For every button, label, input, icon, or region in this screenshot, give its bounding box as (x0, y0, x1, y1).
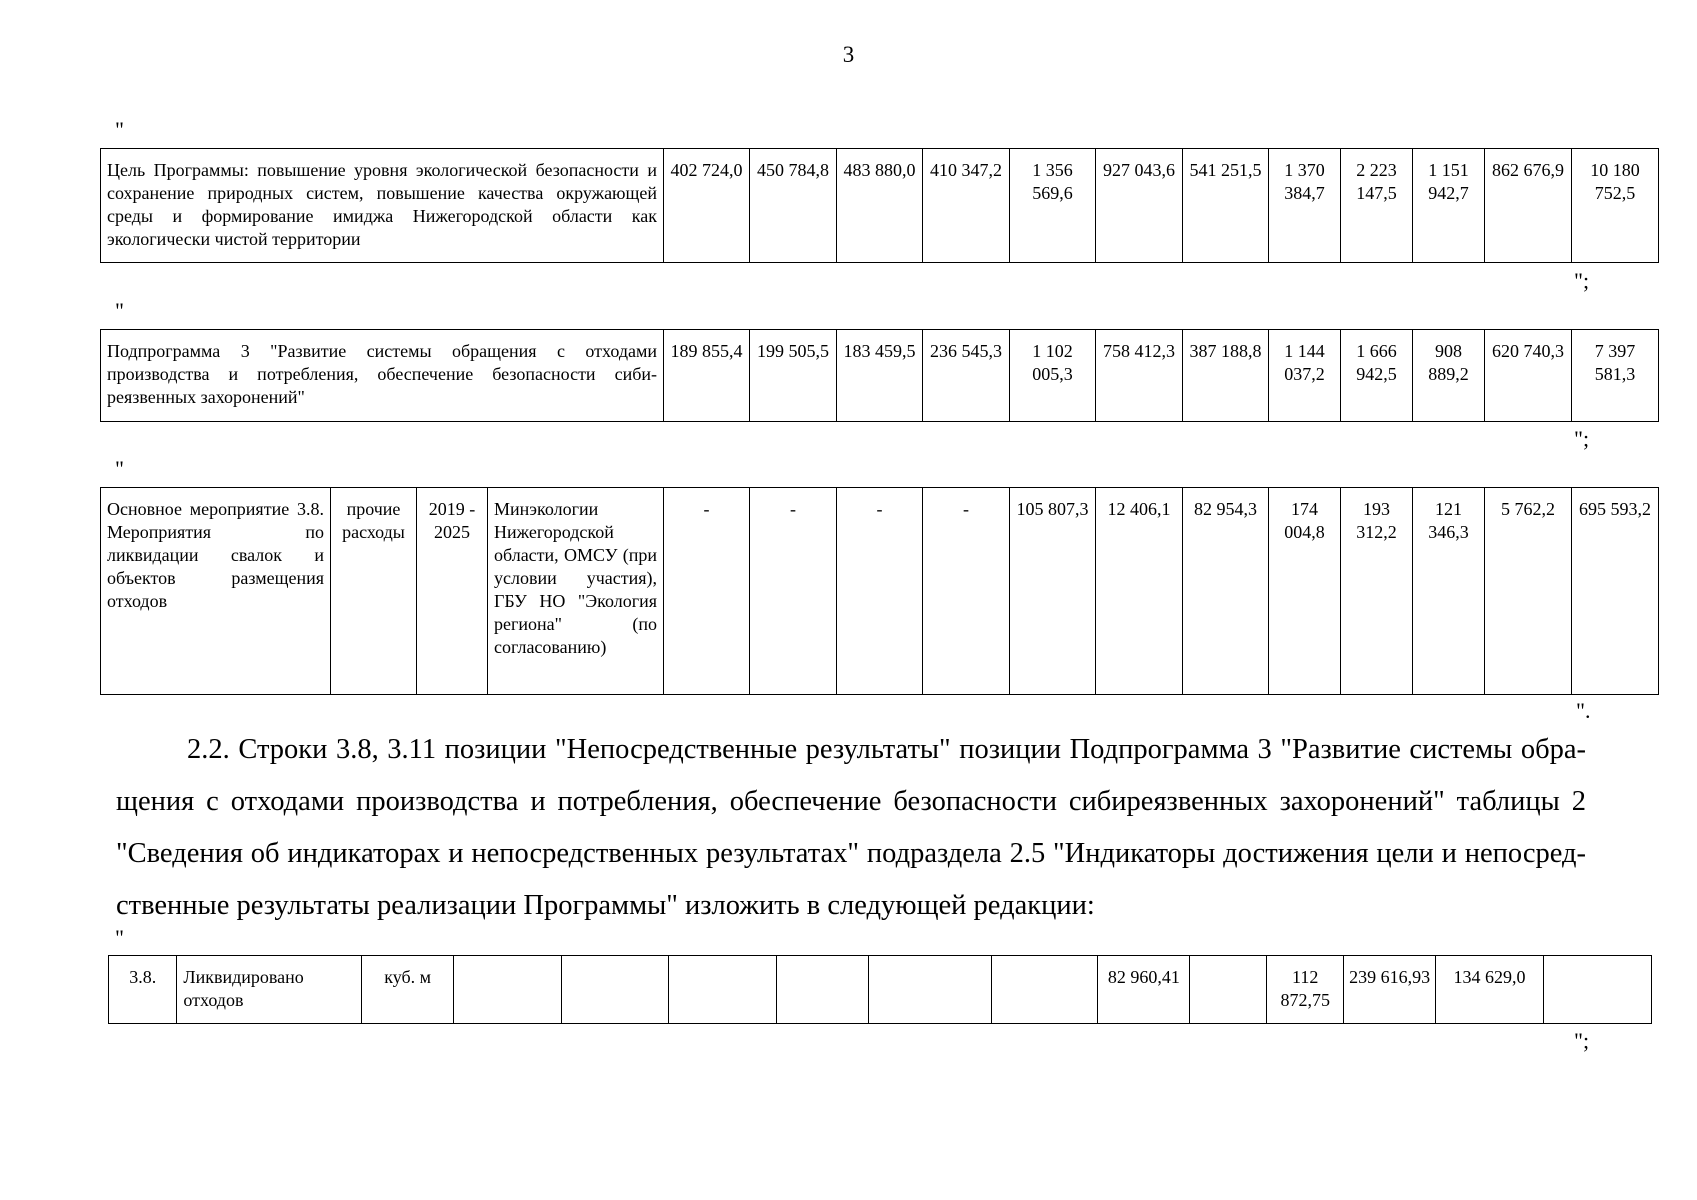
closing-quote: "; (1574, 1028, 1590, 1053)
result-value-11: 134 629,0 (1436, 956, 1544, 1024)
subprogram-value-4: 236 545,3 (923, 330, 1010, 422)
goal-value-12: 10 180 752,5 (1572, 149, 1659, 263)
subprogram-value-10: 908 889,2 (1413, 330, 1485, 422)
goal-value-7: 541 251,5 (1183, 149, 1269, 263)
subprogram-value-2: 199 505,5 (750, 330, 837, 422)
result-unit: куб. м (362, 956, 454, 1024)
measure-value-10: 121 346,3 (1413, 488, 1485, 695)
opening-quote: " (115, 925, 124, 950)
goal-table (100, 148, 1659, 263)
result-value-9: 112 872,75 (1267, 956, 1344, 1024)
measure-value-4: - (923, 488, 1010, 695)
measure-value-8: 174 004,8 (1269, 488, 1341, 695)
page-number: 3 (842, 42, 855, 67)
measure-expense-type: прочие расходы (331, 488, 417, 695)
goal-value-9: 2 223 147,5 (1341, 149, 1413, 263)
subprogram-value-5: 1 102 005,3 (1010, 330, 1096, 422)
measure-value-9: 193 312,2 (1341, 488, 1413, 695)
measure-value-1: - (664, 488, 750, 695)
subprogram-value-3: 183 459,5 (837, 330, 923, 422)
opening-quote: " (115, 456, 124, 481)
measure-table (100, 487, 1659, 695)
goal-value-2: 450 784,8 (750, 149, 837, 263)
result-value-5 (868, 956, 991, 1024)
subprogram-value-9: 1 666 942,5 (1341, 330, 1413, 422)
table-row (101, 149, 1659, 263)
measure-value-2: - (750, 488, 837, 695)
result-value-1 (454, 956, 562, 1024)
measure-value-5: 105 807,3 (1010, 488, 1096, 695)
goal-value-8: 1 370 384,7 (1269, 149, 1341, 263)
result-name: Ликвидировано отходов (177, 956, 362, 1024)
measure-value-7: 82 954,3 (1183, 488, 1269, 695)
goal-value-6: 927 043,6 (1096, 149, 1183, 263)
closing-quote: ". (1576, 698, 1591, 723)
opening-quote: " (115, 298, 124, 323)
subprogram-value-8: 1 144 037,2 (1269, 330, 1341, 422)
result-table (108, 955, 1652, 1024)
measure-value-12: 695 593,2 (1572, 488, 1659, 695)
subprogram-value-1: 189 855,4 (664, 330, 750, 422)
measure-value-3: - (837, 488, 923, 695)
subprogram-table (100, 329, 1659, 422)
subprogram-value-11: 620 740,3 (1485, 330, 1572, 422)
goal-value-11: 862 676,9 (1485, 149, 1572, 263)
goal-value-1: 402 724,0 (664, 149, 750, 263)
result-value-10: 239 616,93 (1344, 956, 1436, 1024)
subprogram-value-12: 7 397 581,3 (1572, 330, 1659, 422)
result-value-7: 82 960,41 (1098, 956, 1190, 1024)
result-value-8 (1190, 956, 1267, 1024)
goal-value-10: 1 151 942,7 (1413, 149, 1485, 263)
closing-quote: "; (1574, 426, 1590, 451)
measure-period: 2019 - 2025 (417, 488, 488, 695)
measure-executor: Минэкологии Нижегородской области, ОМСУ (при условии участия), ГБУ НО "Экология региона" (по согласованию) (488, 488, 664, 695)
subprogram-value-7: 387 188,8 (1183, 330, 1269, 422)
goal-value-5: 1 356 569,6 (1010, 149, 1096, 263)
table-row (109, 956, 1652, 1024)
amendment-paragraph: 2.2. Строки 3.8, 3.11 позиции "Непосредственные результаты" позиции Подпрограмма 3 "Развитие системы обращения с отходами производства и потребления, обеспечение безопасности сибиреязвенных захоронений" таблицы 2 "Сведения об индикаторах и непосредственных результатах" подраздела 2.5 "Индикаторы достижения цели и непосредственные результаты реализации Программы" изложить в следующей редакции: (116, 734, 1586, 921)
measure-value-11: 5 762,2 (1485, 488, 1572, 695)
result-value-4 (776, 956, 868, 1024)
measure-description: Основное мероприятие 3.8. Мероприятия по ликвидации свалок и объектов размещения отходов (101, 488, 331, 695)
goal-description: Цель Программы: повышение уровня экологической безопасности и сохранение природных систем, повышение качества окружающей среды и формирование имиджа Нижегородской области как экологически чистой территории (101, 149, 664, 263)
result-number: 3.8. (109, 956, 177, 1024)
subprogram-description: Подпрограмма 3 "Развитие системы обращения с отходами производства и потребления, обеспечение безопасности сибиреязвенных захоронений" (101, 330, 664, 422)
result-value-6 (991, 956, 1098, 1024)
result-value-12 (1543, 956, 1651, 1024)
table-row (101, 330, 1659, 422)
measure-value-6: 12 406,1 (1096, 488, 1183, 695)
table-row (101, 488, 1659, 695)
closing-quote: "; (1574, 268, 1590, 293)
result-value-2 (562, 956, 669, 1024)
result-value-3 (668, 956, 776, 1024)
subprogram-value-6: 758 412,3 (1096, 330, 1183, 422)
opening-quote: " (115, 117, 124, 142)
goal-value-3: 483 880,0 (837, 149, 923, 263)
goal-value-4: 410 347,2 (923, 149, 1010, 263)
